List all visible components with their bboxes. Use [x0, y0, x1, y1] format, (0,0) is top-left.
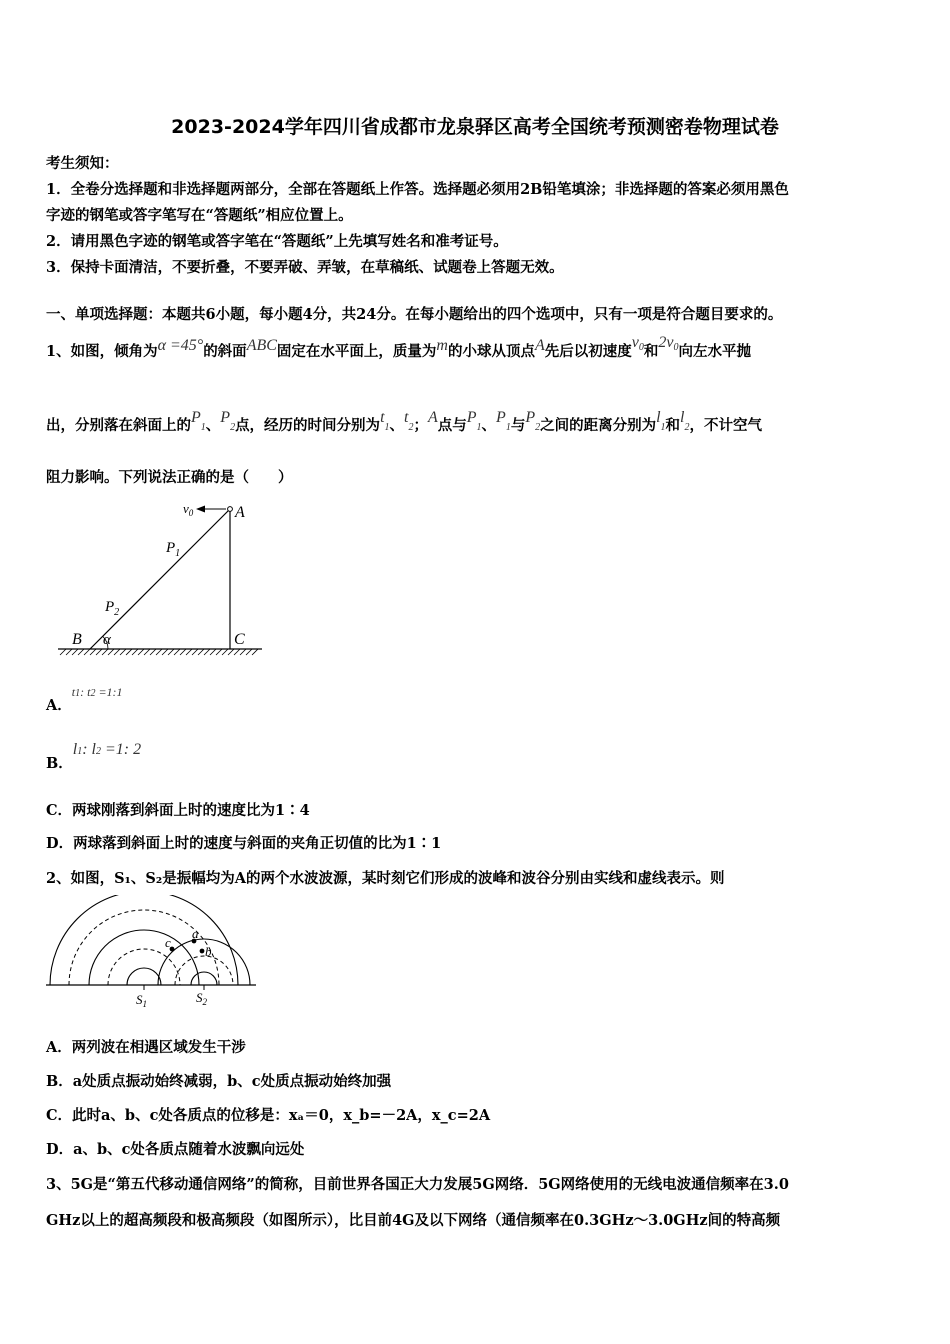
label-B: B: [72, 631, 82, 648]
q3-stem-line2: GHz以上的超高频段和极高频段（如图所示），比目前4G及以下网络（通信频率在0.3GHz～3.0GHz间的特高频: [46, 1212, 781, 1229]
velocity-arrowhead: [196, 506, 205, 513]
incline-slope: [90, 509, 230, 649]
q1-stem-line3: 阻力影响。下列说法正确的是（ ）: [46, 469, 293, 486]
wave-figure: [44, 895, 264, 1010]
s2-crest-small: [191, 972, 217, 985]
q1-option-b: B．l1: l2 =1: 2: [46, 741, 142, 772]
notice-item: 字迹的钢笔或答字笔写在“答题纸”相应位置上。: [46, 207, 353, 224]
q1-stem-line1: 1、如图，倾角为α =45°的斜面ABC固定在水平面上，质量为m的小球从顶点A先后以初速度$v^0$和$2v^0$向左水平抛: [46, 334, 751, 360]
q3-stem-line1: 3、5G是“第五代移动通信网络”的简称，目前世界各国正大力发展5G网络．5G网络使用的无线电波通信频率在3.0: [46, 1176, 789, 1193]
notice-heading: 考生须知：: [46, 155, 119, 172]
label-S2: $S_2$: [196, 990, 207, 1007]
point-b: [200, 949, 205, 954]
label-C: C: [234, 631, 245, 648]
label-alpha: α: [103, 632, 111, 648]
section-heading: 一、单项选择题：本题共6小题，每小题4分，共24分。在每小题给出的四个选项中，只有一项是符合题目要求的。: [46, 306, 783, 323]
v0-label: $v_0$: [183, 501, 194, 518]
s1-crest-large: [50, 895, 238, 985]
s1-crest-small: [127, 968, 161, 985]
q2-option-b: B．a处质点振动始终减弱，b、c处质点振动始终加强: [46, 1073, 392, 1090]
label-c: c: [165, 935, 171, 950]
s1-crest-mid: [89, 930, 199, 985]
q1-stem-line2: 出，分别落在斜面上的P1、P2点，经历的时间分别为t1、t2；A点与P1、P1与P2之间的距离分别为l1和l2，不计空气: [46, 409, 762, 434]
q1-option-d: D．两球落到斜面上时的速度与斜面的夹角正切值的比为1∶1: [46, 835, 442, 852]
s2-trough: [175, 956, 233, 985]
q2-option-d: D．a、b、c处各质点随着水波飘向远处: [46, 1141, 305, 1158]
incline-figure: [50, 495, 270, 660]
label-A: A: [235, 504, 245, 521]
ground-hatch: [60, 649, 258, 655]
top-vertex-dot: [228, 507, 233, 512]
label-P1: $P_1$: [166, 540, 181, 559]
label-a: a: [192, 926, 199, 941]
q2-option-c: C．此时a、b、c处各质点的位移是：xₐ＝0，x_b=－2A，x_c=2A: [46, 1107, 491, 1124]
q1-option-c: C．两球刚落到斜面上时的速度比为1∶4: [46, 802, 310, 819]
notice-item: 1．全卷分选择题和非选择题两部分，全部在答题纸上作答。选择题必须用2B铅笔填涂；非选择题的答案必须用黑色: [46, 181, 789, 198]
q1-option-a: A．t1: t2 =1:1: [46, 685, 123, 714]
q2-stem: 2、如图，S₁、S₂是振幅均为A的两个水波波源，某时刻它们形成的波峰和波谷分别由实线和虚线表示。则: [46, 870, 725, 887]
q2-option-a: A．两列波在相遇区域发生干涉: [46, 1039, 246, 1056]
notice-item: 2．请用黑色字迹的钢笔或答字笔在“答题纸”上先填写姓名和准考证号。: [46, 233, 508, 250]
notice-item: 3．保持卡面清洁，不要折叠，不要弄破、弄皱，在草稿纸、试题卷上答题无效。: [46, 259, 564, 276]
label-P2: $P_2$: [105, 599, 120, 618]
label-S1: $S_1$: [136, 992, 147, 1009]
page-title: 2023-2024学年四川省成都市龙泉驿区高考全国统考预测密卷物理试卷: [171, 116, 779, 138]
label-b: b: [205, 944, 212, 959]
s2-crest-large: [158, 939, 250, 985]
